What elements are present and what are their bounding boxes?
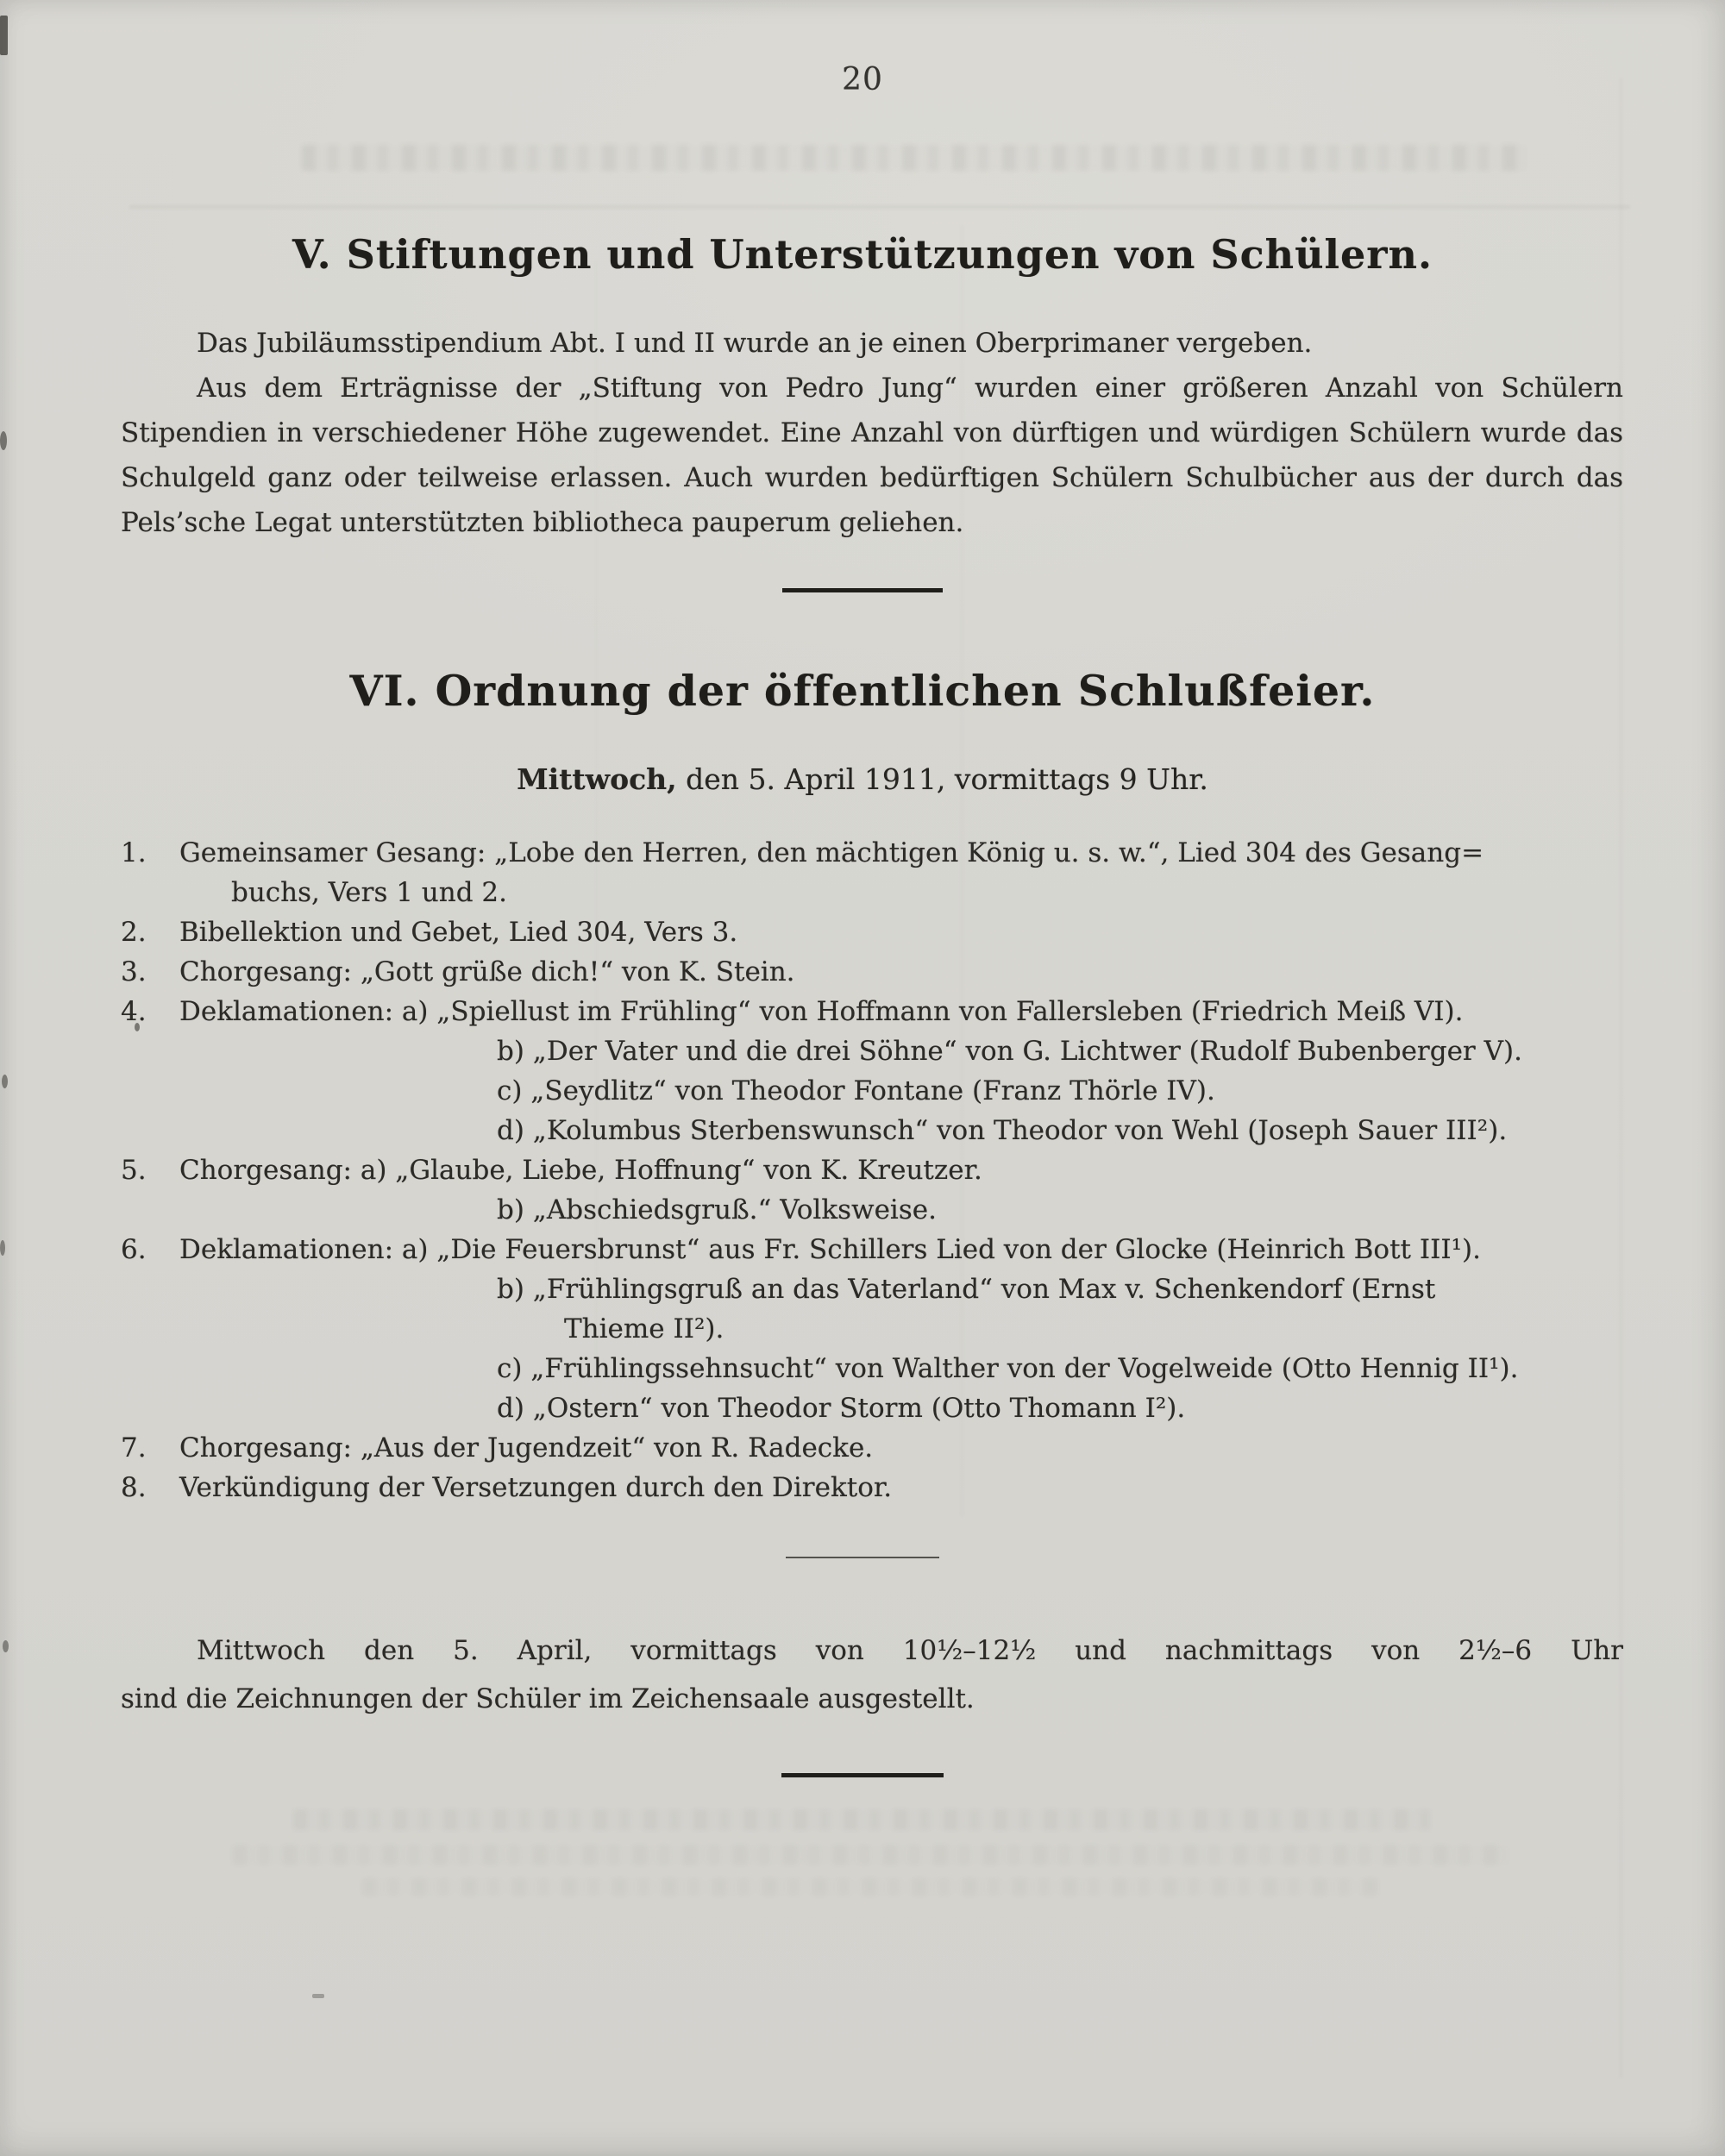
program-line [121, 1150, 1628, 1190]
program-line-number: 7. [121, 1432, 147, 1463]
program-line [121, 1468, 1628, 1507]
section-vi-heading: VI. Ordnung der öffentlichen Schlußfeier. [349, 666, 1376, 716]
section-v-paragraph-1-text: Das Jubiläumsstipendium Abt. I und II wurde an je einen Oberprimaner vergeben. [197, 328, 1313, 359]
section-v-paragraph-2 [121, 366, 1623, 545]
scan-speck [0, 16, 8, 55]
program-line-text: b) „Frühlingsgruß an das Vaterland“ von Max v. Schenkendorf (Ernst [497, 1274, 1436, 1305]
scan-speck [2, 1075, 8, 1088]
bleed-through-top [302, 145, 1527, 171]
event-date-rest: den 5. April 1911, vormittags 9 Uhr. [676, 762, 1208, 796]
scan-speck [0, 1240, 5, 1256]
program-line [121, 1071, 1628, 1111]
exhibition-note-line-1: Mittwoch den 5. April, vormittags von 10½–12½ und nachmittags von 2½–6 Uhr [197, 1635, 1623, 1666]
program-line-number: 5. [121, 1155, 147, 1186]
closing-divider-rule [786, 1557, 939, 1558]
program-line-text: d) „Kolumbus Sterbenswunsch“ von Theodor von Wehl (Joseph Sauer III²). [497, 1115, 1508, 1146]
program-line-number: 3. [121, 956, 147, 987]
scan-speck [3, 1640, 9, 1652]
program-line-text: buchs, Vers 1 und 2. [231, 877, 508, 908]
program-line-text: Deklamationen: a) „Spiellust im Frühling“ von Hoffmann von Fallersleben (Friedrich Meiß VI). [179, 996, 1464, 1027]
bleed-through-bottom-3 [362, 1878, 1380, 1896]
program-line-text: c) „Seydlitz“ von Theodor Fontane (Franz Thörle IV). [497, 1075, 1215, 1106]
page-number: 20 [842, 62, 883, 97]
scan-speck [312, 1994, 324, 1998]
program-line-text: d) „Ostern“ von Theodor Storm (Otto Thomann I²). [497, 1393, 1186, 1424]
program-line-text: Gemeinsamer Gesang: „Lobe den Herren, den mächtigen König u. s. w.“, Lied 304 des Gesang= [179, 837, 1484, 868]
program-line-number: 2. [121, 917, 147, 948]
program-line-text: Chorgesang: „Aus der Jugendzeit“ von R. Radecke. [179, 1432, 874, 1463]
program-line [121, 992, 1628, 1031]
end-divider-rule [781, 1773, 944, 1777]
program-line [121, 1388, 1628, 1428]
program-line-text: Verkündigung der Versetzungen durch den Direktor. [179, 1472, 893, 1503]
section-v-heading: V. Stiftungen und Unterstützungen von Schülern. [292, 231, 1433, 278]
program-line [121, 873, 1628, 912]
section-divider-rule [782, 588, 943, 592]
program-line [121, 1031, 1628, 1071]
program-line-text: Bibellektion und Gebet, Lied 304, Vers 3. [179, 917, 738, 948]
program-line-text: c) „Frühlingssehnsucht“ von Walther von der Vogelweide (Otto Hennig II¹). [497, 1353, 1519, 1384]
program-line-number: 8. [121, 1472, 147, 1503]
bleed-through-bottom-2 [233, 1846, 1509, 1865]
program-line [121, 952, 1628, 992]
section-v-paragraph-2-text: Aus dem Erträgnisse der „Stiftung von Pedro Jung“ wurden einer größeren Anzahl von Schülern Stipendien in verschiedener Höhe zugewendet. Eine Anzahl von dürftigen und würdigen Schülern wurde das Schulgeld ganz oder teilweise erlassen. Auch wurden bedürftigen Schülern Schulbücher aus der durch das Pels’sche Legat unterstützten bibliotheca pauperum geliehen. [121, 373, 1623, 538]
event-day-bold: Mittwoch, [517, 762, 677, 796]
bleed-through-rule-top [129, 205, 1630, 209]
event-date-line [0, 762, 1725, 796]
program-line [121, 1269, 1628, 1309]
program-line-number: 6. [121, 1234, 147, 1265]
exhibition-note-line-2: sind die Zeichnungen der Schüler im Zeichensaale ausgestellt. [121, 1683, 975, 1714]
program-line [121, 912, 1628, 952]
program-line-text: b) „Der Vater und die drei Söhne“ von G. Lichtwer (Rudolf Bubenberger V). [497, 1036, 1522, 1067]
program-line [121, 1230, 1628, 1269]
program-line [121, 833, 1628, 873]
exhibition-note [121, 1626, 1623, 1723]
program-line [121, 1190, 1628, 1230]
program-line-text: Deklamationen: a) „Die Feuersbrunst“ aus Fr. Schillers Lied von der Glocke (Heinrich Bott III¹). [179, 1234, 1481, 1265]
program-list [121, 833, 1628, 1507]
program-line-number: 1. [121, 837, 147, 868]
program-line-text: Chorgesang: „Gott grüße dich!“ von K. Stein. [179, 956, 795, 987]
program-line-text: b) „Abschiedsgruß.“ Volksweise. [497, 1194, 937, 1225]
program-line [121, 1111, 1628, 1150]
program-line [121, 1349, 1628, 1388]
program-line-text: Chorgesang: a) „Glaube, Liebe, Hoffnung“ von K. Kreutzer. [179, 1155, 982, 1186]
program-line-number: 4. [121, 996, 147, 1027]
program-line [121, 1309, 1628, 1349]
program-line [121, 1428, 1628, 1468]
program-line-text: Thieme II²). [564, 1313, 724, 1344]
bleed-through-bottom-1 [293, 1809, 1432, 1830]
section-v-paragraph-1 [121, 321, 1623, 366]
scan-speck [0, 431, 7, 450]
